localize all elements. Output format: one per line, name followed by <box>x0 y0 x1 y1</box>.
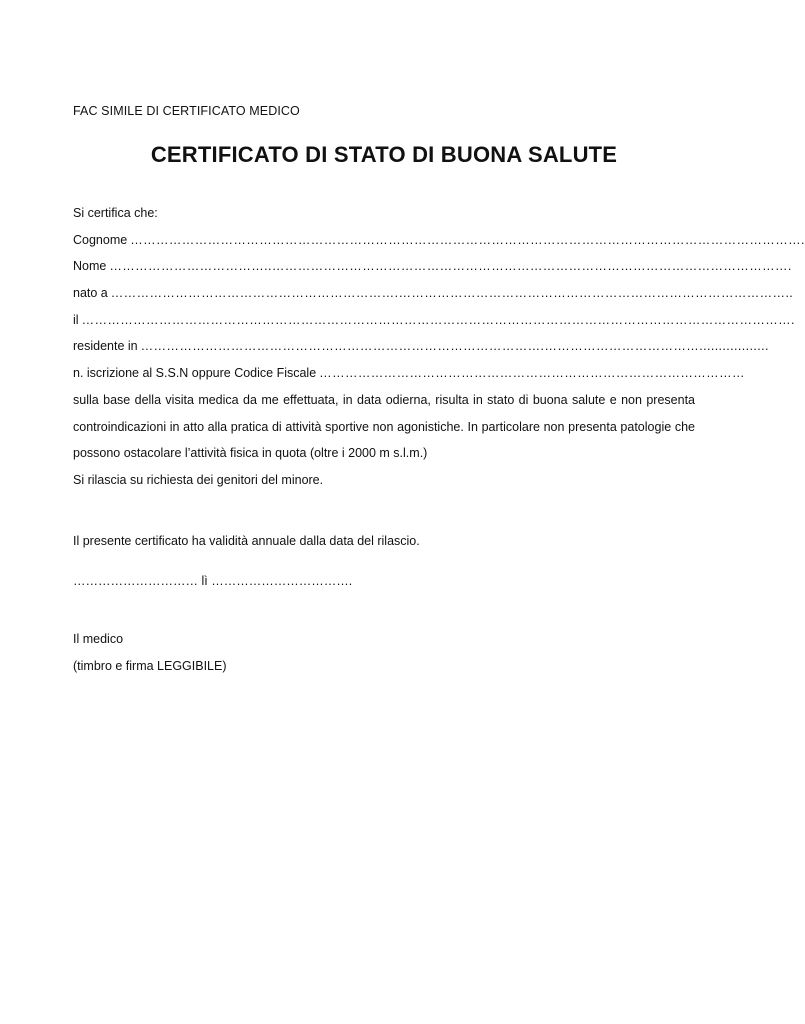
field-cognome <box>73 227 805 254</box>
intro-line: Si certifica che: <box>73 206 158 220</box>
field-dots: ……………………………………………………………………………………… <box>319 366 745 381</box>
field-il <box>73 307 795 334</box>
field-residente-in <box>73 333 769 360</box>
field-dots: ………………………………………………………………………………….……………………………….................. <box>140 339 769 354</box>
certificate-title: CERTIFICATO DI STATO DI BUONA SALUTE <box>150 142 618 167</box>
field-nome <box>73 253 792 280</box>
signature-note: (timbro e firma LEGGIBILE) <box>73 658 227 673</box>
field-label: n. iscrizione al S.S.N oppure Codice Fiscale <box>73 366 317 381</box>
field-label: il <box>73 312 79 327</box>
field-label: nato a <box>73 286 108 301</box>
certificate-body <box>73 200 805 494</box>
field-dots: …………………………………………………………………………………………………………………………………………………. <box>81 312 795 327</box>
signature-title: Il medico <box>73 632 124 646</box>
signature-block <box>73 626 227 679</box>
release-note: Si rilascia su richiesta dei genitori del minore. <box>73 472 324 487</box>
field-dots: ………………………………..…………………………………………………………………………………………………………. <box>109 259 792 274</box>
health-statement-paragraph: sulla base della visita medica da me effettuata, in data odierna, risulta in stato di buona salute e non presenta controindicazioni in atto alla pratica di attività sportive non agonistiche. In particolare non presenta patologie che possono ostacolare l’attività fisica in quota (oltre i 2000 m s.l.m.) <box>73 392 695 461</box>
place-date-line: ………………………… lì ……………………………. <box>73 574 353 588</box>
field-ssn-codice-fiscale <box>73 360 745 387</box>
field-dots: …………………………………………………………………………………………………………………………………………. <box>130 232 805 247</box>
field-label: residente in <box>73 339 138 354</box>
field-nato-a <box>73 280 794 307</box>
field-label: Cognome <box>73 232 128 247</box>
field-label: Nome <box>73 259 107 274</box>
header-note: FAC SIMILE DI CERTIFICATO MEDICO <box>73 104 300 118</box>
validity-note: Il presente certificato ha validità annuale dalla data del rilascio. <box>73 534 420 548</box>
field-dots: ………………………………………………………….……………………………………………………………………………….. <box>110 286 794 301</box>
